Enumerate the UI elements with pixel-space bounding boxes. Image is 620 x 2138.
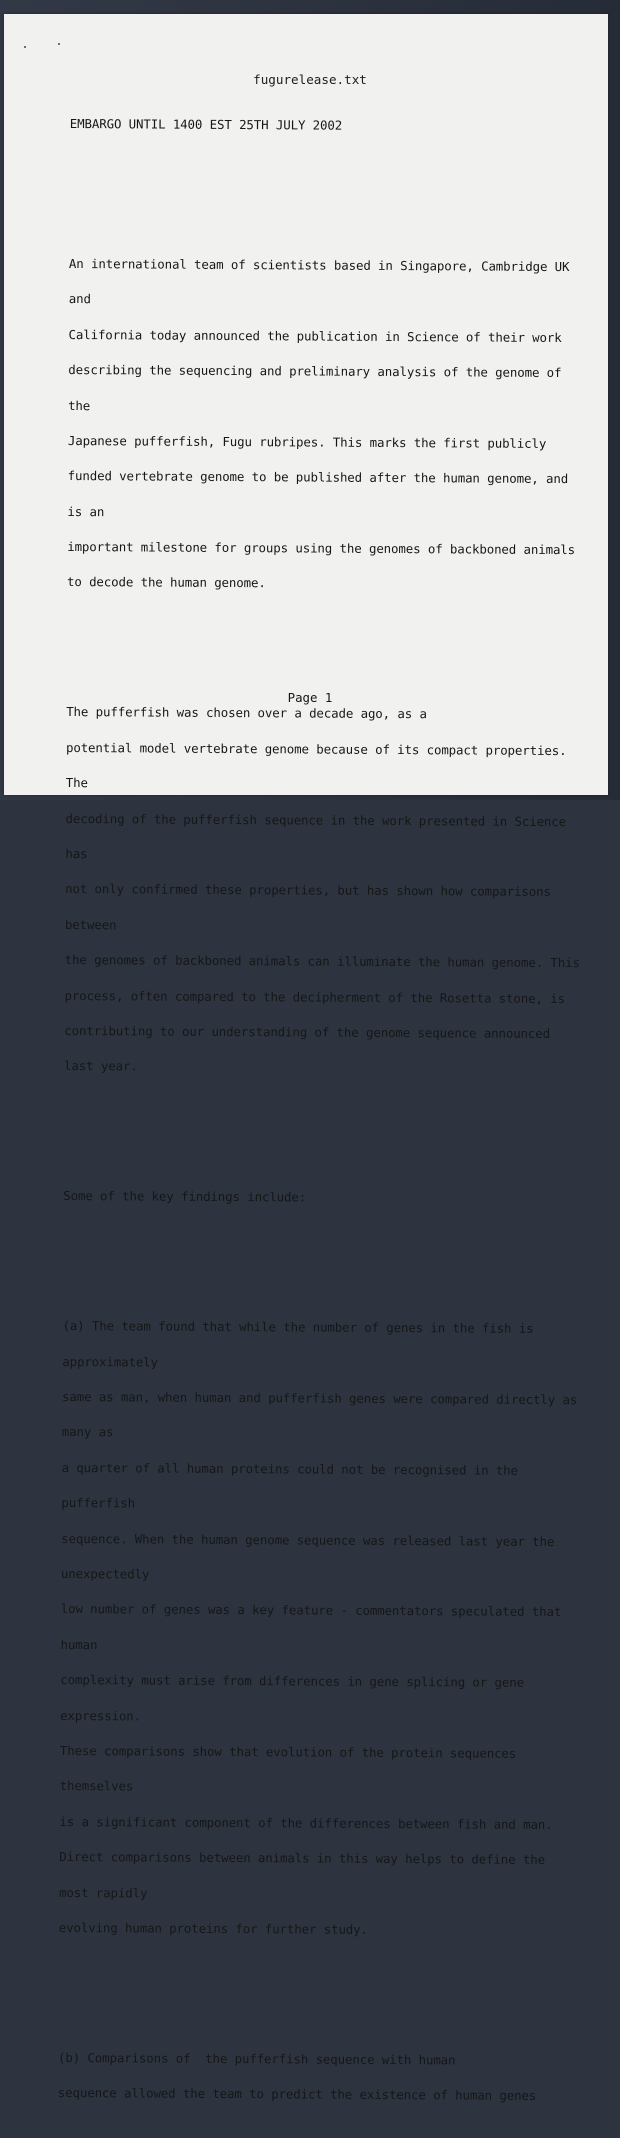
text-line: Direct comparisons between animals in this way helps to define the	[59, 1849, 546, 1868]
text-line: many as	[61, 1424, 114, 1440]
text-line: the genomes of backboned animals can illuminate the human genome. This	[64, 952, 580, 971]
text-line: California today announced the publication in Science of their work	[68, 326, 562, 345]
text-line: to decode the human genome.	[66, 574, 266, 591]
text-line: low number of genes was a key feature - commentators speculated that	[60, 1601, 562, 1620]
text-line: has	[65, 846, 88, 862]
text-line: Some of the key findings include:	[63, 1188, 307, 1205]
text-line: expression.	[60, 1707, 142, 1724]
text-line: between	[64, 916, 117, 933]
text-line: Japanese pufferfish, Fugu rubripes. This marks the first publicly	[67, 432, 547, 451]
paragraph-finding-a	[59, 1297, 578, 1961]
text-line: same as man, when human and pufferfish genes were compared directly as	[61, 1389, 578, 1408]
text-line: The pufferfish was chosen over a decade ago, as a	[66, 704, 427, 722]
text-line: decoding of the pufferfish sequence in the work presented in Science	[65, 810, 567, 829]
text-line: The	[65, 775, 88, 791]
text-line: describing the sequencing and preliminary analysis of the genome of	[68, 362, 562, 381]
text-line: human	[60, 1636, 98, 1653]
text-line: An international team of scientists based in Singapore, Cambridge UK	[68, 255, 570, 275]
text-line: most rapidly	[58, 1884, 148, 1901]
text-line: evolving human proteins for further study.	[58, 1919, 368, 1937]
paragraph-intro	[67, 234, 584, 615]
text-line: themselves	[59, 1778, 134, 1794]
text-line: (a) The team found that while the number of genes in the fish is	[62, 1318, 534, 1337]
text-line: sequence. When the human genome sequence was released last year the	[61, 1530, 555, 1549]
text-line: a quarter of all human proteins could not be recognised in the	[61, 1459, 518, 1478]
text-line: potential model vertebrate genome because of its compact properties.	[65, 739, 567, 758]
text-line: important milestone for groups using the genomes of backboned animals	[67, 539, 576, 558]
document-filename: fugurelease.txt	[253, 72, 367, 87]
text-line: (b) Comparisons of the pufferfish sequence with human	[57, 2049, 456, 2068]
paragraph-key-findings	[63, 1167, 579, 1229]
text-line: unexpectedly	[60, 1566, 150, 1582]
text-line: sequence allowed the team to predict the existence of human genes	[57, 2085, 537, 2104]
document-body	[58, 94, 586, 2138]
page-number: Page 1	[287, 690, 333, 705]
text-line: funded vertebrate genome to be published after the human genome, and	[67, 468, 569, 487]
text-line: not only confirmed these properties, but has shown how comparisons	[65, 881, 551, 900]
text-line: and	[68, 291, 91, 307]
text-line: These comparisons show that evolution of the protein sequences	[59, 1742, 517, 1761]
text-line: contributing to our understanding of the genome sequence announced	[64, 1022, 551, 1041]
text-line: the	[68, 397, 91, 413]
text-line: is a significant component of the differences between fish and man.	[59, 1813, 553, 1832]
speck-mark	[24, 46, 26, 48]
paragraph-pufferfish	[64, 683, 582, 1099]
text-line: approximately	[62, 1353, 158, 1370]
text-line: is an	[67, 503, 105, 519]
embargo-line: EMBARGO UNTIL 1400 EST 25TH JULY 2002	[69, 115, 343, 133]
text-line: pufferfish	[61, 1495, 136, 1511]
paragraph-finding-b	[58, 2028, 574, 2126]
text-line: last year.	[64, 1058, 138, 1074]
text-line: process, often compared to the decipherment of the Rosetta stone, is	[64, 987, 566, 1006]
speck-mark	[58, 43, 60, 45]
text-line: complexity must arise from differences in gene splicing or gene	[60, 1672, 525, 1691]
